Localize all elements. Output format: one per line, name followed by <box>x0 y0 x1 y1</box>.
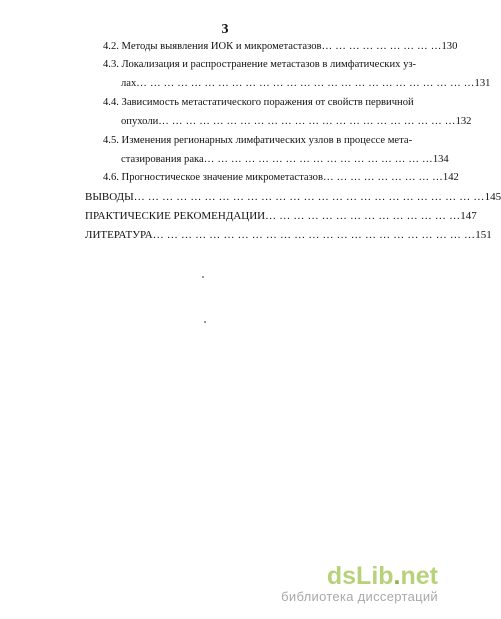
toc-entry-title: ВЫВОДЫ <box>85 191 134 203</box>
toc-entry-4-3-line2[interactable] <box>121 77 491 91</box>
toc-entry-title: 4.4. Зависимость метастатического поражения от свойств первичной <box>103 97 414 108</box>
toc-leader-dots: … … … … … … … … … … … … … … … … … … … … … … <box>158 116 456 127</box>
toc-entry-title: ПРАКТИЧЕСКИЕ РЕКОМЕНДАЦИИ <box>85 210 266 222</box>
toc-entry-4-4-line1[interactable] <box>103 96 428 110</box>
toc-entry-4-4-line2[interactable] <box>121 115 472 129</box>
toc-leader-dots: … … … … … … … … … … … … … … … … … … … … … … … <box>152 229 476 241</box>
watermark[interactable] <box>281 563 438 605</box>
toc-leader-dots: … … … … … … … … … <box>322 172 443 183</box>
toc-entry-page: 142 <box>442 172 459 183</box>
toc-entry-4-5-line2[interactable] <box>121 153 449 167</box>
toc-entry-4-2[interactable] <box>103 40 458 54</box>
toc-entry-page: 134 <box>432 154 449 165</box>
toc-entry-conclusions[interactable] <box>85 190 501 204</box>
toc-entry-title: 4.2. Методы выявления ИОК и микрометастазов <box>103 41 322 52</box>
toc-entry-page: 145 <box>484 191 501 203</box>
toc-leader-dots: … … … … … … … … … <box>321 41 442 52</box>
page-number: 3 <box>221 22 229 37</box>
toc-entry-page: 151 <box>475 229 492 241</box>
toc-entry-title: лах <box>121 78 137 89</box>
toc-leader-dots: … … … … … … … … … … … … … … … … … … … … … … … … … <box>136 78 475 89</box>
toc-leader-dots: … … … … … … … … … … … … … … … … … <box>203 154 433 165</box>
toc-entry-title: опухоли <box>121 116 159 127</box>
toc-entry-title: 4.5. Изменения регионарных лимфатических узлов в процессе мета- <box>103 135 413 146</box>
toc-entry-literature[interactable] <box>85 228 492 242</box>
toc-entry-title: стазирования рака <box>121 154 204 165</box>
toc-entry-4-3-line1[interactable] <box>103 58 428 72</box>
toc-entry-recommendations[interactable] <box>85 209 477 223</box>
scan-speck <box>202 276 204 278</box>
toc-entry-page: 131 <box>474 78 491 89</box>
toc-leader-dots: … … … … … … … … … … … … … … <box>265 210 461 222</box>
toc-entry-page: 130 <box>441 41 458 52</box>
toc-entry-page: 147 <box>460 210 477 222</box>
scan-speck <box>204 321 206 323</box>
toc-leader-dots: … … … … … … … … … … … … … … … … … … … … … … … … … <box>133 191 485 203</box>
toc-entry-title: 4.6. Прогностическое значение микрометастазов <box>103 172 323 183</box>
watermark-logo: dsLib.net <box>326 562 438 590</box>
toc-entry-page: 132 <box>455 116 472 127</box>
toc-entry-4-6[interactable] <box>103 171 459 185</box>
watermark-subtitle: библиотека диссертаций <box>281 589 438 604</box>
toc-entry-title: 4.3. Локализация и распространение метастазов в лимфатических уз- <box>103 59 417 70</box>
toc-entry-title: ЛИТЕРАТУРА <box>85 229 153 241</box>
toc-entry-4-5-line1[interactable] <box>103 134 428 148</box>
